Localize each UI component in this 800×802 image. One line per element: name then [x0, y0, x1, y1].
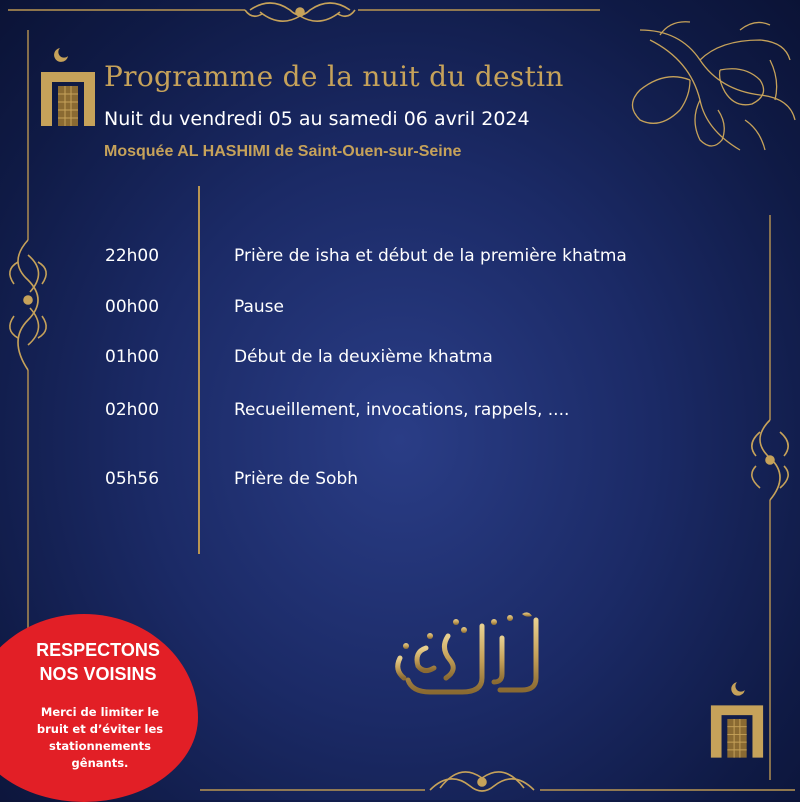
notice-heading	[0, 638, 196, 686]
schedule-activity: Recueillement, invocations, rappels, ....	[234, 400, 570, 420]
notice-body-line: stationnements	[49, 739, 151, 753]
notice-body-line: bruit et d’éviter les	[36, 722, 164, 736]
notice-body-line: gênants.	[71, 756, 129, 770]
schedule-activity: Pause	[234, 297, 284, 317]
schedule-time: 02h00	[105, 400, 160, 420]
schedule-row	[0, 347, 800, 373]
schedule-row	[0, 400, 800, 426]
schedule-activity: Prière de isha et début de la première khatma	[234, 246, 627, 266]
event-date: Nuit du vendredi 05 au samedi 06 avril 2024	[104, 108, 530, 130]
venue-name: Mosquée AL HASHIMI de Saint-Ouen-sur-Seine	[104, 143, 462, 160]
schedule-time: 05h56	[105, 469, 160, 489]
schedule-time: 01h00	[105, 347, 160, 367]
floral-corner-ornament	[633, 22, 796, 150]
mosque-logo-bottom-icon	[708, 678, 766, 758]
mosque-logo-icon	[38, 44, 98, 126]
schedule-activity: Prière de Sobh	[234, 469, 359, 489]
notice-body-line: Merci de limiter le	[40, 705, 160, 719]
calligraphy-laylat-al-qadr	[390, 608, 550, 703]
crescent-icon	[54, 48, 68, 62]
schedule-activity: Début de la deuxième khatma	[234, 347, 493, 367]
schedule-time: 00h00	[105, 297, 160, 317]
notice-heading-line: NOS VOISINS	[39, 664, 157, 684]
schedule-time: 22h00	[105, 246, 160, 266]
notice-heading-line: RESPECTONS	[36, 640, 160, 660]
notice-body	[2, 704, 198, 772]
page-title: Programme de la nuit du destin	[104, 60, 564, 93]
schedule-row	[0, 297, 800, 323]
bottom-ornament	[430, 772, 534, 791]
crescent-icon	[731, 682, 744, 695]
top-ornament	[245, 3, 355, 21]
schedule-row	[0, 246, 800, 272]
schedule-row	[0, 469, 800, 495]
